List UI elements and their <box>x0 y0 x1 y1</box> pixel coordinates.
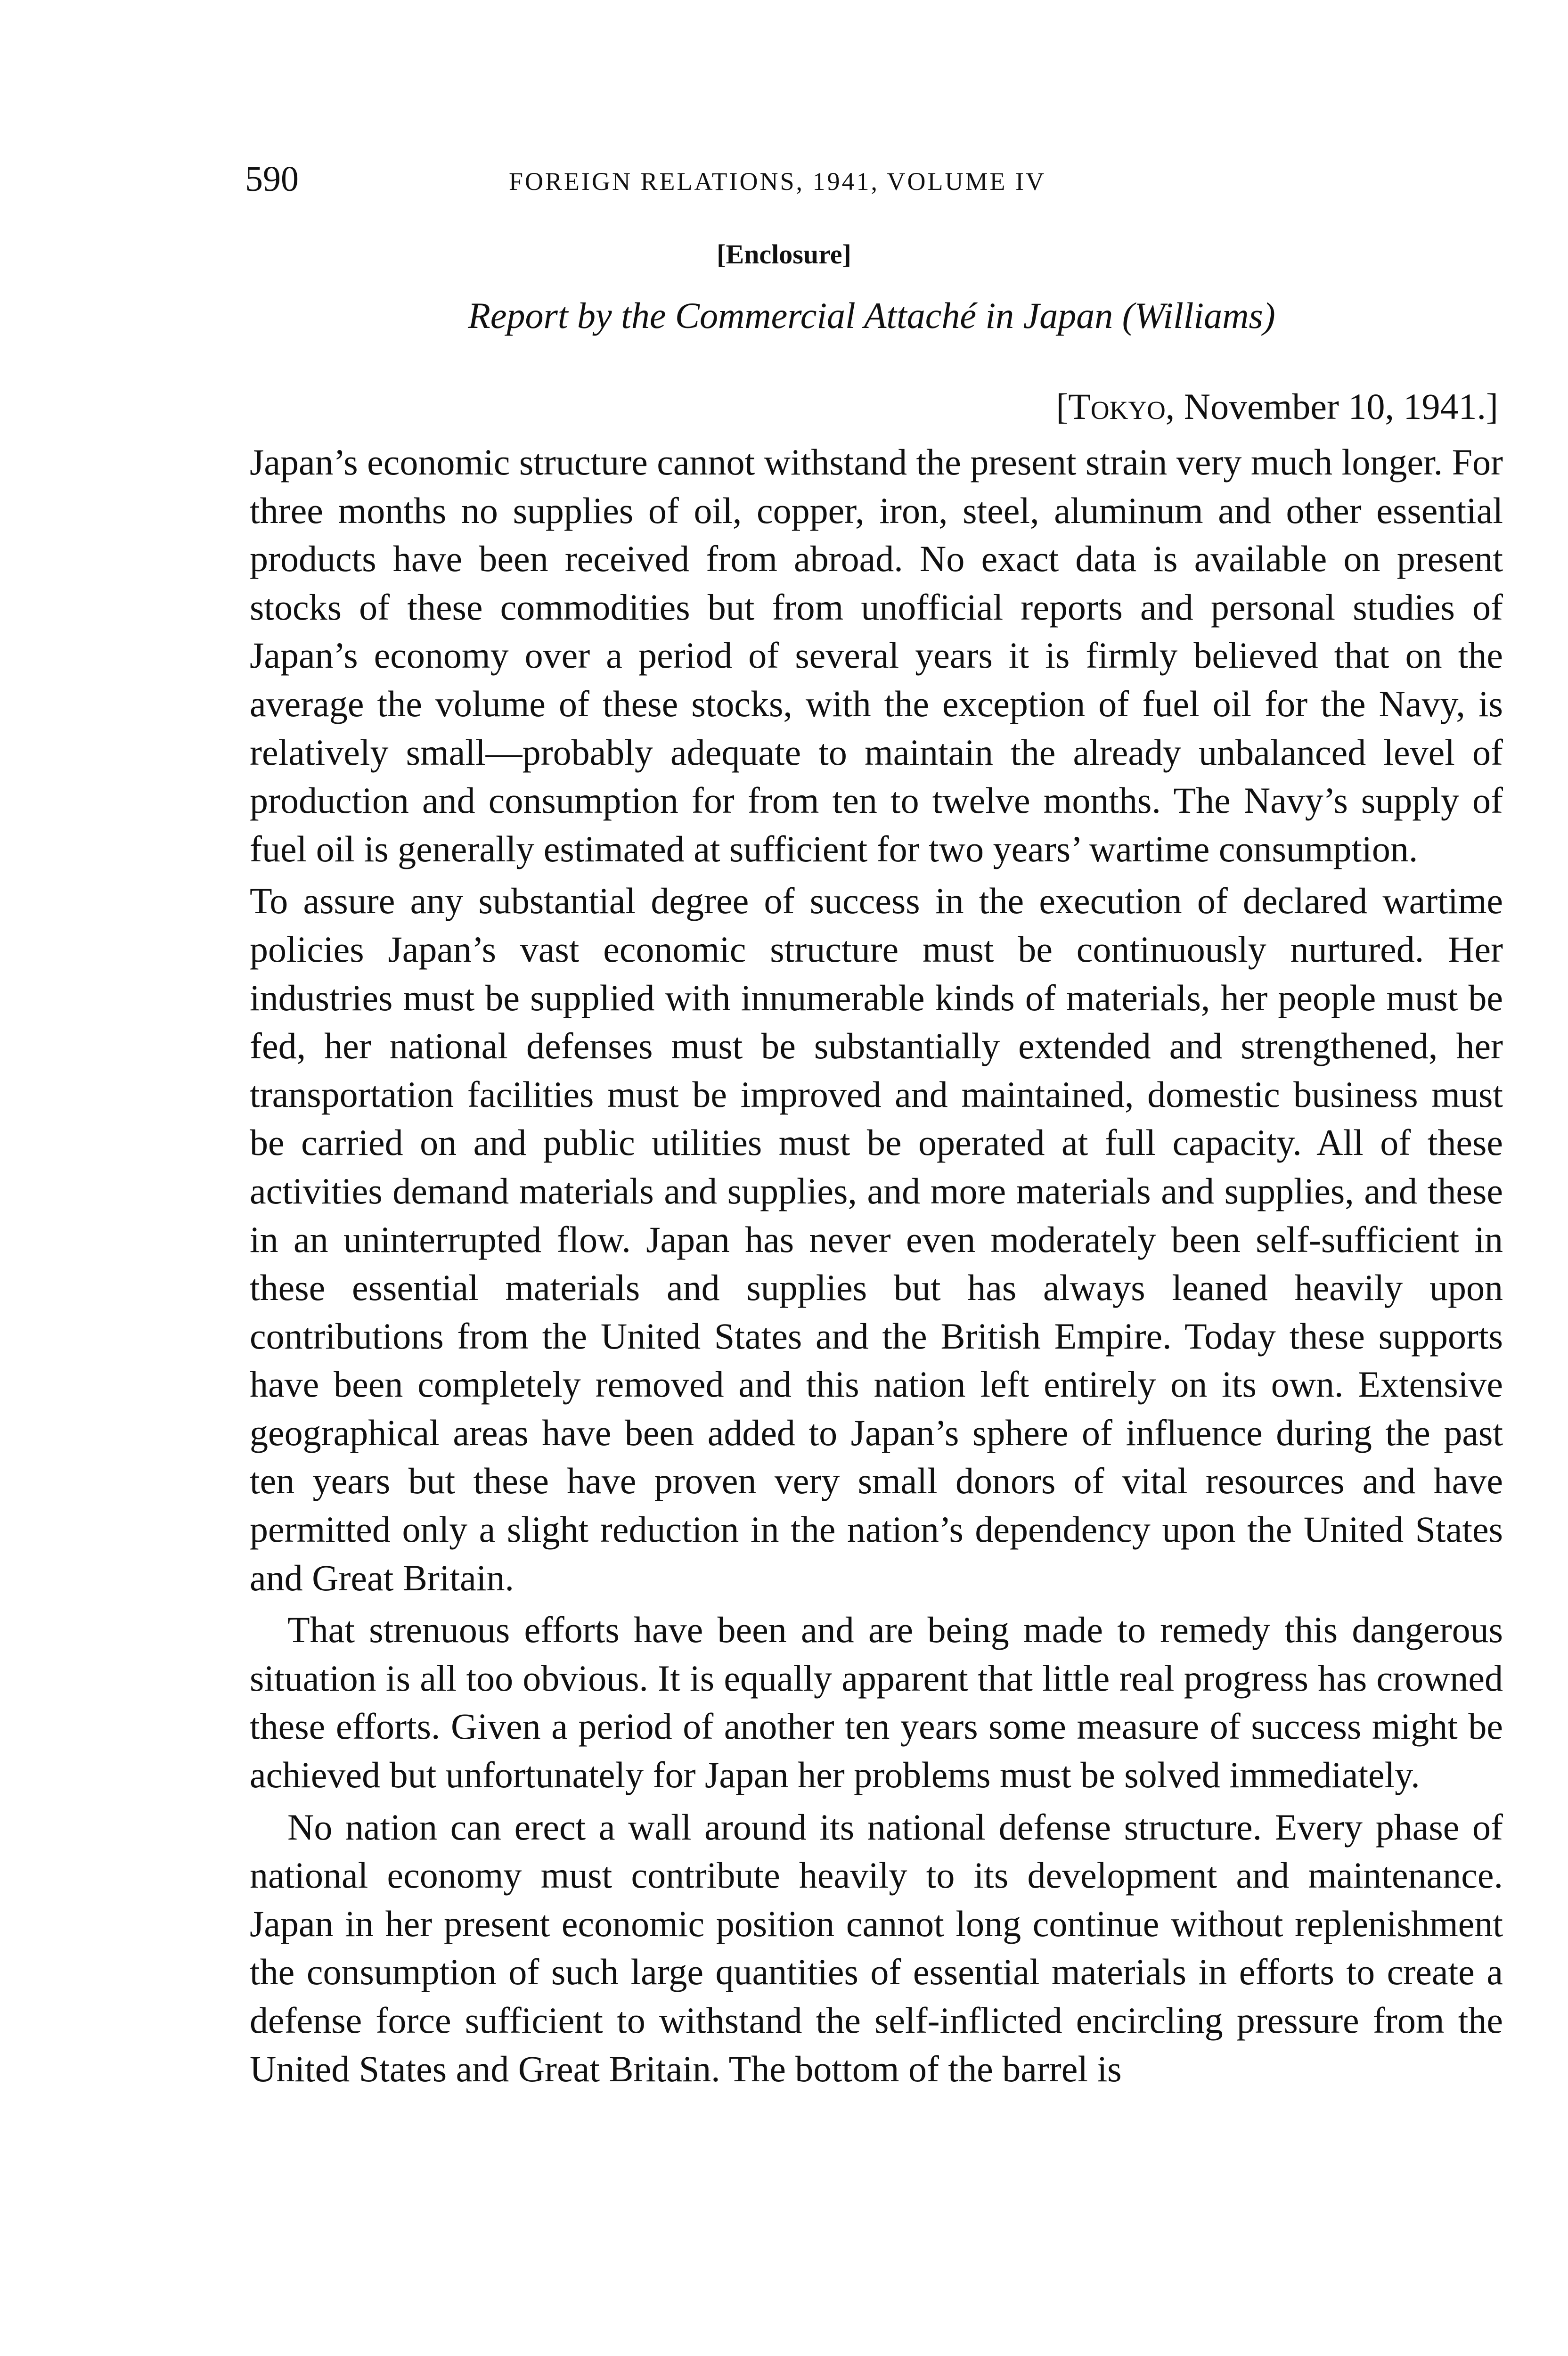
enclosure-label: [Enclosure] <box>717 239 851 270</box>
paragraph-4: No nation can erect a wall around its national defense structure. Every phase of national economy must contribute heavily to its development and maintenance. Japan in her present economic position cannot long continue without replenishment the consumption of such large quantities of essential materials in efforts to create a defense force sufficient to withstand the self-inflicted encircling pressure from the United States and Great Britain. The bottom of the barrel is <box>250 1806 1503 2089</box>
dateline-place: Tokyo <box>1068 386 1166 427</box>
page-number: 590 <box>245 159 299 199</box>
dateline <box>245 382 1498 431</box>
dateline-prefix: [ <box>1056 386 1069 427</box>
dateline-date: , November 10, 1941.] <box>1165 386 1498 427</box>
running-title: FOREIGN RELATIONS, 1941, VOLUME IV <box>509 167 1046 196</box>
paragraph-1: Japan’s economic structure cannot withstand the present strain very much longer. For three months no supplies of oil, copper, iron, steel, aluminum and other essential products have been received from abroad. No exact data is available on present stocks of these commodities but from unofficial reports and personal studies of Japan’s economy over a period of several years it is firmly believed that on the average the volume of these stocks, with the exception of fuel oil for the Navy, is relatively small—probably adequate to maintain the already unbalanced level of production and consumption for from ten to twelve months. The Navy’s supply of fuel oil is generally estimated at sufficient for two years’ wartime consumption. <box>250 442 1503 869</box>
paragraph-3: That strenuous efforts have been and are being made to remedy this dangerous situation is all too obvious. It is equally apparent that little real progress has crowned these efforts. Given a period of another ten years some measure of success might be achieved but unfortunately for Japan her problems must be solved immediately. <box>250 1609 1503 1796</box>
paragraph-2: To assure any substantial degree of success in the execution of declared wartime policies Japan’s vast economic structure must be continuously nurtured. Her industries must be supplied with innumerable kinds of materials, her people must be fed, her national defenses must be substantially extended and strengthened, her transportation facilities must be improved and maintained, domestic business must be carried on and public utilities must be operated at full capacity. All of these activities demand materials and supplies, and more materials and supplies, and these in an uninterrupted flow. Japan has never even moderately been self-sufficient in these essential materials and supplies but has always leaned heavily upon contributions from the United States and the British Empire. Today these supports have been completely removed and this nation left entirely on its own. Extensive geographical areas have been added to Japan’s sphere of influence during the past ten years but these have proven very small donors of vital resources and have permitted only a slight reduction in the nation’s dependency upon the United States and Great Britain. <box>250 880 1503 1598</box>
page-header <box>245 155 1508 212</box>
report-title: Report by the Commercial Attaché in Japan (Williams) <box>468 295 1275 336</box>
report-body <box>250 438 1503 2093</box>
